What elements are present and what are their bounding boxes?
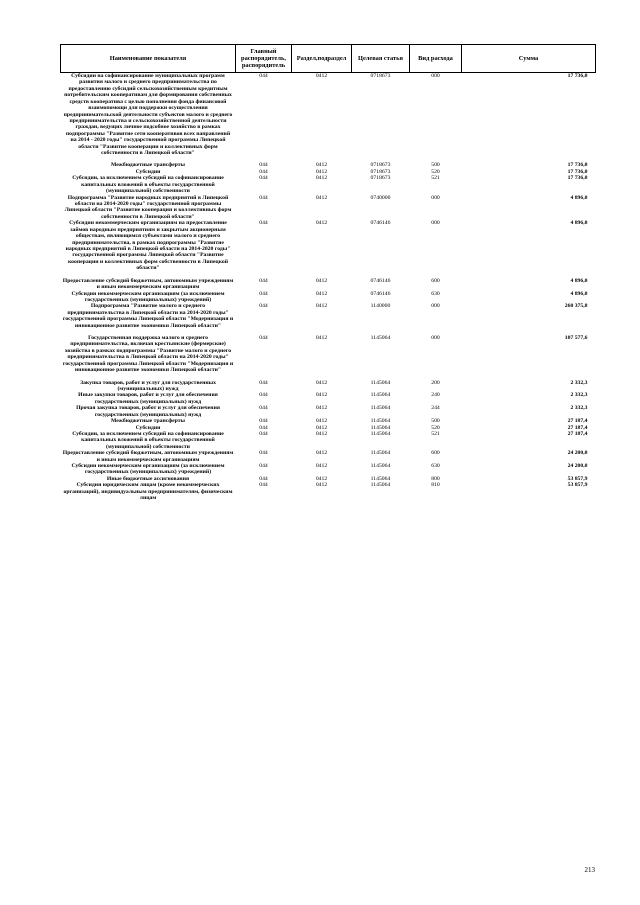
- cell-sum: 27 187,4: [567, 424, 588, 431]
- table-header-row: [61, 45, 596, 73]
- cell-expense-type: 630: [431, 463, 440, 470]
- cell-razdel: 0412: [315, 482, 328, 489]
- cell-expense-type: 500: [431, 418, 440, 425]
- cell-expense-type: 520: [431, 424, 440, 431]
- table-row: [61, 335, 596, 374]
- cell-name: Прочая закупка товаров, работ и услуг для обеспечения государственных (муниципальных) нужд: [76, 405, 220, 418]
- table-row: [61, 463, 596, 476]
- cell-target-article: 0746146: [370, 220, 391, 227]
- cell-name: Субсидии на софинансирование муниципальных программ развития малого и среднего предпринимательства по предоставлению субсидий сельскохозяйственным кредитным потребительским кооперативам для формирования собственных средств кооператива с целью пополнения фонда финансовой взаимопомощи для поддержки осуществления предпринимательской деятельности субъектов малого и среднего предпринимательства и сельскохозяйственной деятельности граждан, ведущих личное подсобное хозяйство в рамках подпрограммы "Развитие сети кооперативов всех направлений на 2014 - 2020 годы" государственной программы Липецкой области "Развитие кооперации и коллективных форм собственности в Липецкой области": [63, 73, 233, 157]
- cell-target-article: 1145064: [370, 418, 391, 425]
- cell-sum: 17 736,0: [567, 168, 588, 175]
- cell-grbs: 044: [259, 168, 268, 175]
- cell-grbs: 044: [259, 194, 268, 201]
- cell-expense-type: 500: [431, 162, 440, 169]
- cell-razdel: 0412: [315, 392, 328, 399]
- cell-target-article: 1145064: [370, 405, 391, 412]
- cell-razdel: 0412: [315, 405, 328, 412]
- cell-razdel: 0412: [315, 463, 328, 470]
- cell-razdel: 0412: [315, 424, 328, 431]
- cell-grbs: 044: [259, 379, 268, 386]
- cell-name: Субсидии некоммерческим организациям (за исключением государственных (муниципальных) учреждений): [71, 463, 225, 476]
- table-row: [61, 303, 596, 329]
- cell-razdel: 0412: [315, 277, 328, 284]
- cell-expense-type: 521: [431, 430, 440, 437]
- cell-target-article: 0718673: [370, 73, 391, 79]
- cell-name: Субсидии: [135, 424, 161, 431]
- cell-grbs: 044: [259, 303, 268, 310]
- cell-name: Субсидии, за исключением субсидий на софинансирование капитальных вложений в объекты государственной (муниципальной) собственности: [72, 175, 224, 195]
- cell-expense-type: 810: [431, 482, 440, 489]
- cell-expense-type: 800: [431, 475, 440, 482]
- cell-target-article: 1145064: [370, 335, 391, 342]
- cell-razdel: 0412: [315, 73, 328, 79]
- table-row: [61, 291, 596, 304]
- cell-razdel: 0412: [315, 168, 328, 175]
- cell-razdel: 0412: [315, 220, 328, 227]
- cell-expense-type: 240: [431, 392, 440, 399]
- cell-razdel: 0412: [315, 194, 328, 201]
- cell-grbs: 044: [259, 162, 268, 169]
- cell-name: Субсидии, за исключением субсидий на софинансирование капитальных вложений в объекты государственной (муниципальной) собственности: [72, 430, 224, 450]
- table-row: [61, 73, 596, 157]
- cell-sum: 107 577,6: [564, 335, 588, 342]
- cell-expense-type: 630: [431, 290, 440, 297]
- cell-expense-type: 200: [431, 379, 440, 386]
- cell-expense-type: 000: [431, 220, 440, 227]
- table-row: [61, 380, 596, 393]
- table-row: [61, 175, 596, 194]
- cell-sum: 17 736,0: [567, 162, 588, 169]
- table-row: [61, 278, 596, 291]
- table-row: [61, 220, 596, 271]
- cell-grbs: 044: [259, 175, 268, 182]
- cell-target-article: 0718673: [370, 175, 391, 182]
- cell-sum: 53 857,9: [567, 482, 588, 489]
- cell-sum: 4 896,0: [570, 277, 588, 284]
- cell-expense-type: 521: [431, 175, 440, 182]
- cell-grbs: 044: [259, 424, 268, 431]
- table-row: [61, 195, 596, 221]
- header-target-article: Целевая статья: [352, 45, 410, 73]
- cell-razdel: 0412: [315, 379, 328, 386]
- header-razdel: Раздел,подраздел: [292, 45, 352, 73]
- cell-target-article: 0746146: [370, 277, 391, 284]
- header-grbs: Главный распорядитель, распорядитель: [236, 45, 292, 73]
- cell-name: Подпрограмма "Развитие малого и среднего предпринимательства в Липецкой области на 2014-2020 годы" государственной программы Липецкой области "Модернизация и инновационное развитие экономики Липецкой области": [62, 303, 234, 329]
- cell-grbs: 044: [259, 430, 268, 437]
- cell-razdel: 0412: [315, 418, 328, 425]
- budget-document: [60, 44, 595, 502]
- cell-target-article: 1145064: [370, 424, 391, 431]
- cell-sum: 2 332,3: [570, 405, 588, 412]
- cell-sum: 4 896,0: [570, 290, 588, 297]
- cell-razdel: 0412: [315, 335, 328, 342]
- cell-name: Субсидии некоммерческим организациям (за исключением государственных (муниципальных) учреждений): [71, 290, 225, 303]
- cell-grbs: 044: [259, 463, 268, 470]
- cell-name: Предоставление субсидий бюджетным, автономным учреждениям и иным некоммерческим организациям: [62, 277, 234, 291]
- cell-razdel: 0412: [315, 290, 328, 297]
- table-row: [61, 431, 596, 450]
- table-row: [61, 405, 596, 418]
- cell-target-article: 0740000: [370, 194, 391, 201]
- cell-name: Подпрограмма "Развитие народных предприятий в Липецкой области на 2014-2020 годы" государственной программы Липецкой области "Развитие кооперации и коллективных форм собственности в Липецкой области": [64, 194, 232, 220]
- cell-name: Межбюджетные трансферты: [110, 418, 186, 425]
- cell-grbs: 044: [259, 335, 268, 342]
- cell-grbs: 044: [259, 73, 268, 79]
- cell-sum: 2 332,3: [570, 392, 588, 399]
- cell-target-article: 1145064: [370, 450, 391, 457]
- cell-sum: 24 200,0: [567, 463, 588, 470]
- cell-name: Закупка товаров, работ и услуг для государственных (муниципальных) нужд: [80, 379, 216, 392]
- cell-grbs: 044: [259, 220, 268, 227]
- cell-target-article: 1145064: [370, 475, 391, 482]
- cell-target-article: 1145064: [370, 392, 391, 399]
- cell-sum: 24 200,0: [567, 450, 588, 457]
- cell-sum: 17 736,0: [567, 175, 588, 182]
- cell-target-article: 0718673: [370, 168, 391, 175]
- budget-table: [60, 44, 596, 502]
- cell-expense-type: 600: [431, 450, 440, 457]
- header-expense-type: Вид расхода: [410, 45, 462, 73]
- cell-grbs: 044: [259, 405, 268, 412]
- cell-grbs: 044: [259, 450, 268, 457]
- cell-target-article: 1145064: [370, 379, 391, 386]
- cell-target-article: 1145064: [370, 482, 391, 489]
- cell-sum: 260 375,8: [564, 303, 588, 310]
- cell-expense-type: 000: [431, 335, 440, 342]
- cell-sum: 2 332,3: [570, 379, 588, 386]
- cell-sum: 27 187,4: [567, 418, 588, 425]
- cell-expense-type: 000: [431, 73, 440, 79]
- cell-target-article: 1145064: [370, 430, 391, 437]
- cell-razdel: 0412: [315, 430, 328, 437]
- cell-target-article: 1145064: [370, 463, 391, 470]
- cell-target-article: 0746146: [370, 290, 391, 297]
- cell-name: Субсидии: [135, 168, 161, 175]
- cell-name: Государственная поддержка малого и среднего предпринимательства, включая крестьянские (фермерские) хозяйства в рамках подпрограммы "Развитие малого и среднего предпринимательства в Липецкой области на 2014-2020 годы" государственной программы Липецкой области "Модернизация и инновационное развитие экономики Липецкой области": [62, 335, 234, 374]
- cell-name: Иные закупки товаров, работ и услуг для обеспечения государственных (муниципальных) нужд: [78, 392, 218, 405]
- cell-expense-type: 520: [431, 168, 440, 175]
- cell-target-article: 0718673: [370, 162, 391, 169]
- cell-razdel: 0412: [315, 162, 328, 169]
- table-row: [61, 392, 596, 405]
- cell-sum: 27 187,4: [567, 430, 588, 437]
- table-row: [61, 482, 596, 501]
- cell-sum: 4 896,0: [570, 194, 588, 201]
- cell-grbs: 044: [259, 290, 268, 297]
- cell-name: Субсидии юридическим лицам (кроме некоммерческих организаций), индивидуальным предпринимателям, физическим лицам: [63, 482, 233, 502]
- cell-name: Межбюджетные трансферты: [110, 162, 186, 169]
- header-sum: Сумма: [462, 45, 596, 73]
- cell-expense-type: 000: [431, 303, 440, 310]
- table-body: [61, 73, 596, 502]
- cell-expense-type: 244: [431, 405, 440, 412]
- cell-sum: 4 896,0: [570, 220, 588, 227]
- cell-name: Иные бюджетные ассигнования: [106, 475, 190, 482]
- cell-expense-type: 600: [431, 277, 440, 284]
- cell-name: Предоставление субсидий бюджетным, автономным учреждениям и иным некоммерческим организациям: [62, 450, 234, 463]
- cell-grbs: 044: [259, 277, 268, 284]
- cell-razdel: 0412: [315, 450, 328, 457]
- cell-razdel: 0412: [315, 303, 328, 310]
- cell-target-article: 1140000: [370, 303, 391, 310]
- cell-name: Субсидии некоммерческим организациям на предоставление займов народным предприятиям и закрытым акционерным обществам, являющимся субъектами малого и среднего предпринимательства, в рамках подпрограммы "Развитие народных предприятий в Липецкой области на 2014-2020 годы" государственной программы Липецкой области "Развитие кооперации и коллективных форм собственности в Липецкой области": [65, 220, 231, 272]
- cell-sum: 17 736,0: [567, 73, 588, 79]
- cell-grbs: 044: [259, 392, 268, 399]
- cell-sum: 53 857,9: [567, 475, 588, 482]
- page-number: 213: [584, 866, 595, 874]
- cell-expense-type: 000: [431, 194, 440, 201]
- header-name: Наименование показателя: [61, 45, 236, 73]
- cell-grbs: 044: [259, 475, 268, 482]
- cell-razdel: 0412: [315, 475, 328, 482]
- table-row: [61, 450, 596, 463]
- cell-grbs: 044: [259, 418, 268, 425]
- cell-grbs: 044: [259, 482, 268, 489]
- cell-razdel: 0412: [315, 175, 328, 182]
